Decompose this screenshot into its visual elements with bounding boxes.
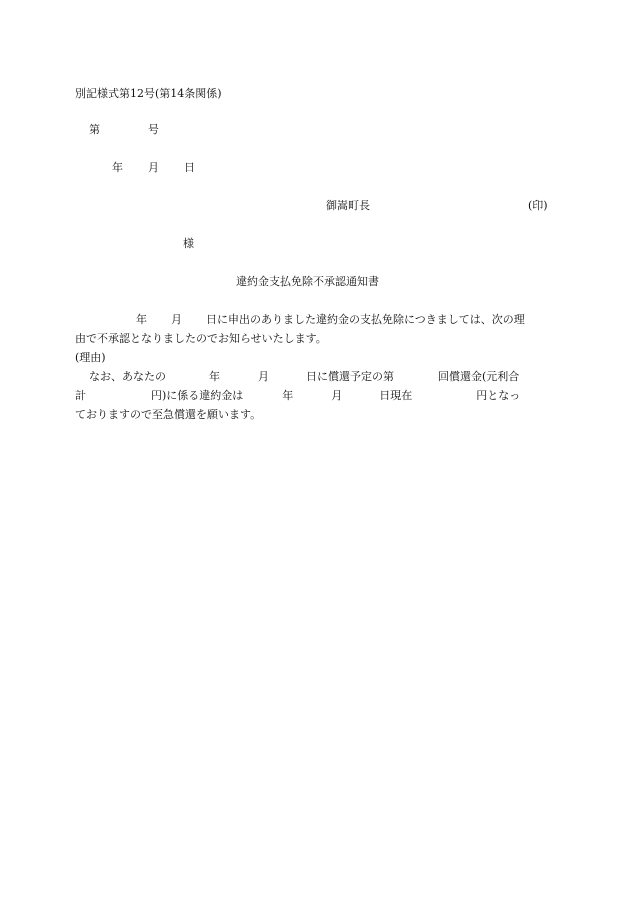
reason-label: (理由) xyxy=(75,351,106,364)
form-label: 別記様式第12号(第14条関係) xyxy=(75,87,222,100)
issue-date-month: 月 xyxy=(148,161,159,174)
issue-date-year: 年 xyxy=(112,161,123,174)
issuer-seal: (印) xyxy=(528,199,548,212)
body-year: 年 xyxy=(136,313,147,326)
issue-date-day: 日 xyxy=(184,161,195,174)
issuer-name: 御嵩町長 xyxy=(326,199,370,212)
reason-line-1: なお、あなたの 年 月 日に償還予定の第 回償還金(元利合 xyxy=(89,370,520,383)
body-month: 月 xyxy=(171,313,182,326)
body-line-1 xyxy=(75,310,553,329)
recipient-suffix: 様 xyxy=(183,237,194,250)
reason-line-2: 計 円)に係る違約金は 年 月 日現在 円となっ xyxy=(75,389,521,402)
document-number-prefix: 第 xyxy=(89,123,100,136)
body-line-2: 由で不承認となりましたのでお知らせいたします。 xyxy=(75,332,327,345)
body-text: 日に申出のありました違約金の支払免除につきましては、次の理 xyxy=(206,313,525,326)
reason-line-3: ておりますので至急償還を願います。 xyxy=(75,408,262,421)
document-number-suffix: 号 xyxy=(148,123,159,136)
document-title: 違約金支払免除不承認通知書 xyxy=(236,275,379,288)
